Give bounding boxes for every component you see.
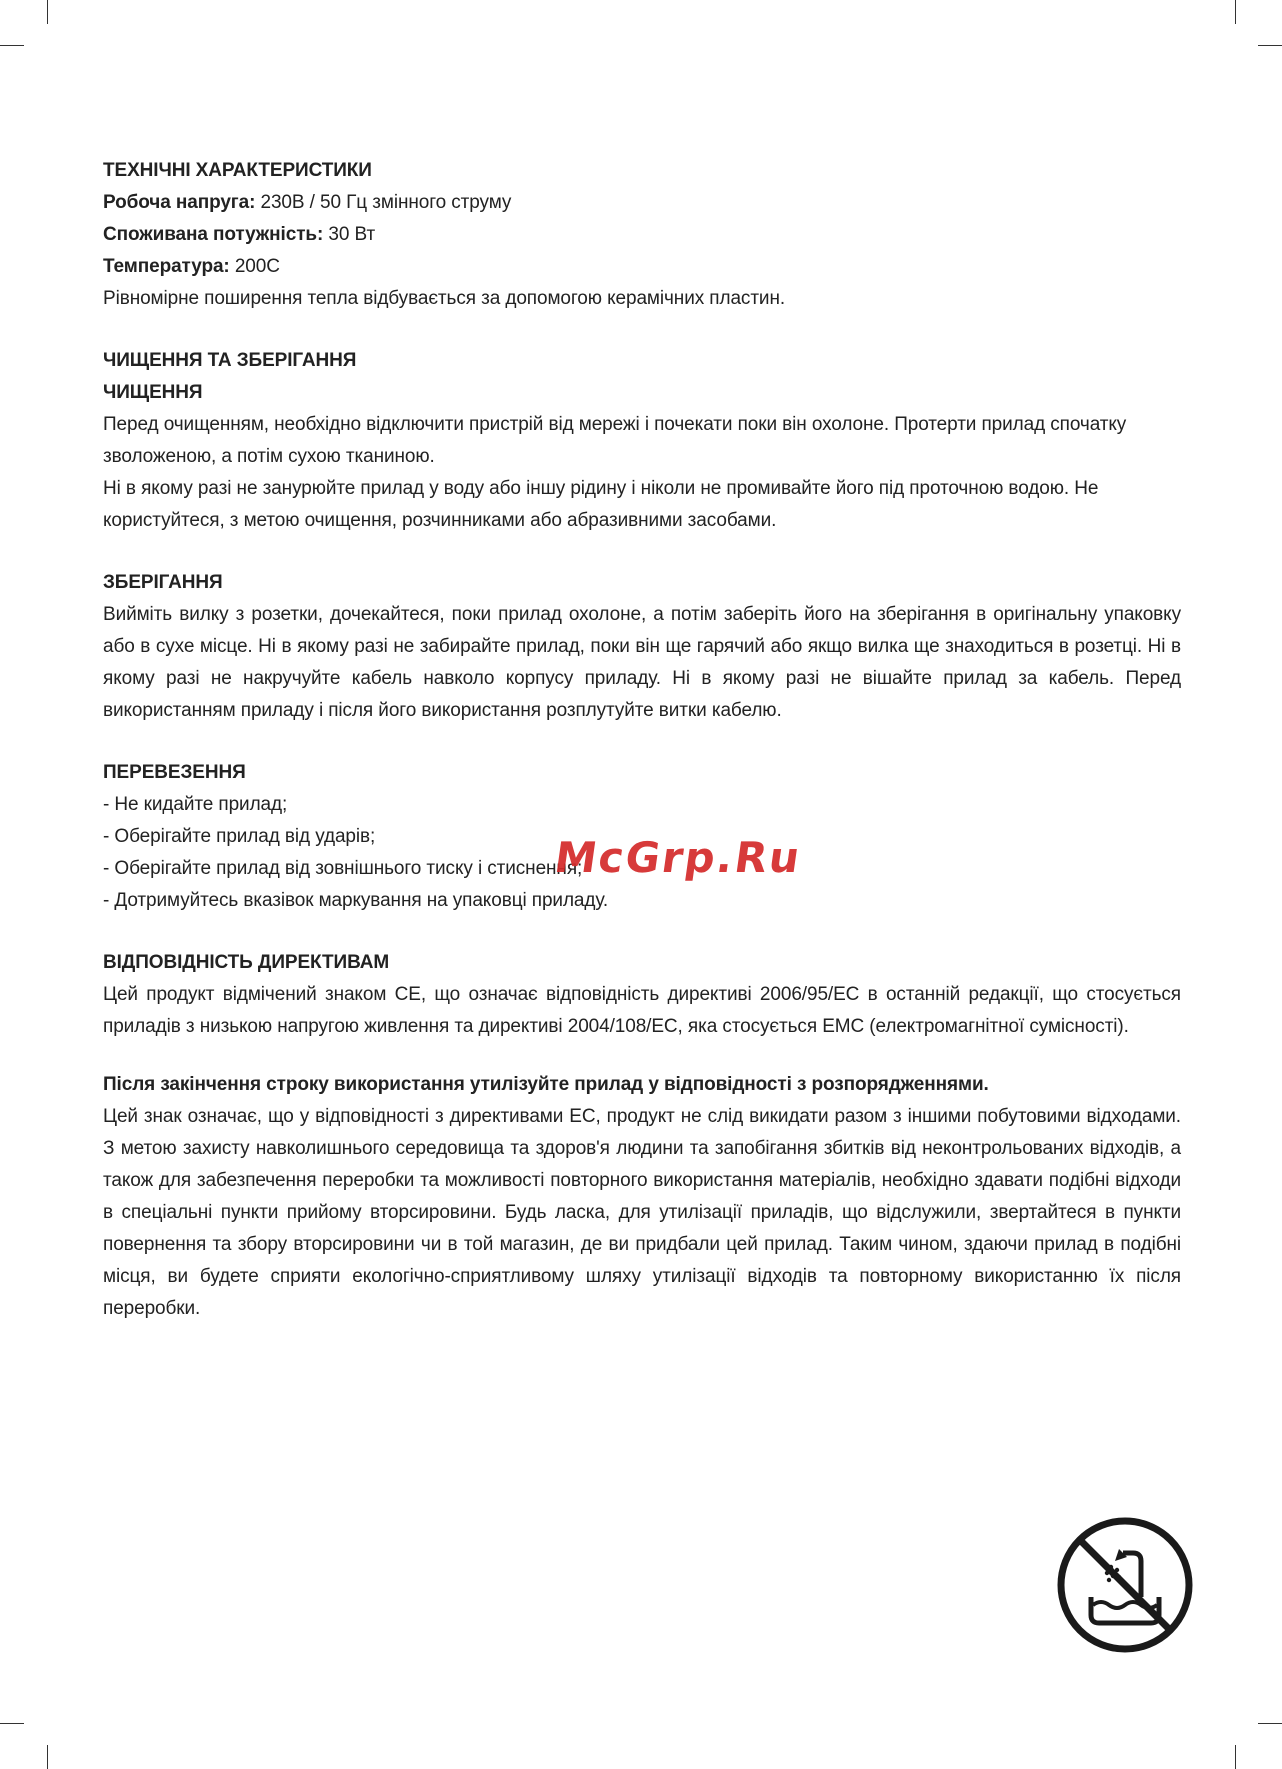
spec-temp-label: Температура: [103, 256, 230, 277]
list-item: - Дотримуйтесь вказівок маркування на упаковці приладу. [103, 890, 609, 911]
crop-mark [1258, 1723, 1282, 1724]
crop-mark [47, 1745, 48, 1769]
disposal-section [103, 1069, 1181, 1325]
cleaning-paragraph: Перед очищенням, необхідно відключити пристрій від мережі і почекати поки він охолоне. Протерти прилад спочатку зволоженою, а потім сухою тканиною. [103, 414, 1127, 467]
specs-heading: ТЕХНІЧНІ ХАРАКТЕРИСТИКИ [103, 160, 372, 181]
crop-mark [1235, 0, 1236, 24]
list-item: - Не кидайте прилад; [103, 794, 288, 815]
compliance-section [103, 947, 1181, 1043]
storage-heading: ЗБЕРІГАННЯ [103, 572, 223, 593]
list-item: - Оберігайте прилад від зовнішнього тиску і стиснення; [103, 858, 583, 879]
crop-mark [47, 0, 48, 24]
storage-section [103, 567, 1181, 727]
spec-temp-value: 200С [229, 256, 280, 277]
crop-mark [1235, 1745, 1236, 1769]
spec-voltage-value: 230В / 50 Гц змінного струму [255, 192, 512, 213]
specs-section [103, 155, 1181, 315]
cleaning-subheading: ЧИЩЕННЯ [103, 382, 203, 403]
compliance-paragraph: Цей продукт відмічений знаком СЕ, що означає відповідність директиві 2006/95/ЕС в останній редакції, що стосується приладів з низькою напругою живлення та директиві 2004/108/ЕС, яка стосується ЕМС (електромагнітної сумісності). [103, 984, 1181, 1037]
spec-temperature [103, 251, 1181, 283]
spec-power [103, 219, 1181, 251]
spec-voltage [103, 187, 1181, 219]
crop-mark [0, 1723, 24, 1724]
spec-power-value: 30 Вт [323, 224, 376, 245]
no-water-immersion-icon [1055, 1515, 1195, 1655]
spec-power-label: Споживана потужність: [103, 224, 324, 245]
watermark: McGrp.Ru [551, 833, 805, 882]
cleaning-paragraph: Ні в якому разі не занурюйте прилад у воду або іншу рідину і ніколи не промивайте його під проточною водою. Не користуйтеся, з метою очищення, розчинниками або абразивними засобами. [103, 478, 1099, 531]
disposal-paragraph: Цей знак означає, що у відповідності з директивами ЕС, продукт не слід викидати разом з іншими побутовими відходами. З метою захисту навколишнього середовища та здоров'я людини та запобігання збитків від неконтрольованих відходів, а також для забезпечення переробки та можливості повторного використання матеріалів, необхідно здавати подібні відходи в спеціальні пункти прийому вторсировини. Будь ласка, для утилізації приладів, що відслужили, звертайтеся в пункти повернення та збору вторсировини чи в той магазин, де ви придбали цей прилад. Таким чином, здаючи прилад в подібні місця, ви будете сприяти екологічно-сприятливому шляху утилізації відходів та повторному використанню їх після переробки. [103, 1106, 1181, 1319]
crop-mark [0, 45, 24, 46]
document-body [103, 155, 1181, 1325]
storage-paragraph: Вийміть вилку з розетки, дочекайтеся, поки прилад охолоне, а потім заберіть його на зберігання в оригінальну упаковку або в сухе місце. Ні в якому разі не забирайте прилад, поки він ще гарячий або якщо вилка ще знаходиться в розетці. Ні в якому разі не накручуйте кабель навколо корпусу приладу. Ні в якому разі не вішайте прилад за кабель. Перед використанням приладу і після його використання розплутуйте витки кабелю. [103, 604, 1181, 721]
compliance-heading: ВІДПОВІДНІСТЬ ДИРЕКТИВАМ [103, 952, 390, 973]
cleaning-section [103, 345, 1181, 537]
crop-mark [1258, 45, 1282, 46]
transport-heading: ПЕРЕВЕЗЕННЯ [103, 762, 246, 783]
cleaning-heading: ЧИЩЕННЯ ТА ЗБЕРІГАННЯ [103, 350, 357, 371]
spec-note: Рівномірне поширення тепла відбувається за допомогою керамічних пластин. [103, 288, 786, 309]
spec-voltage-label: Робоча напруга: [103, 192, 256, 213]
disposal-heading: Після закінчення строку використання утилізуйте прилад у відповідності з розпорядженнями. [103, 1074, 989, 1095]
list-item: - Оберігайте прилад від ударів; [103, 826, 376, 847]
